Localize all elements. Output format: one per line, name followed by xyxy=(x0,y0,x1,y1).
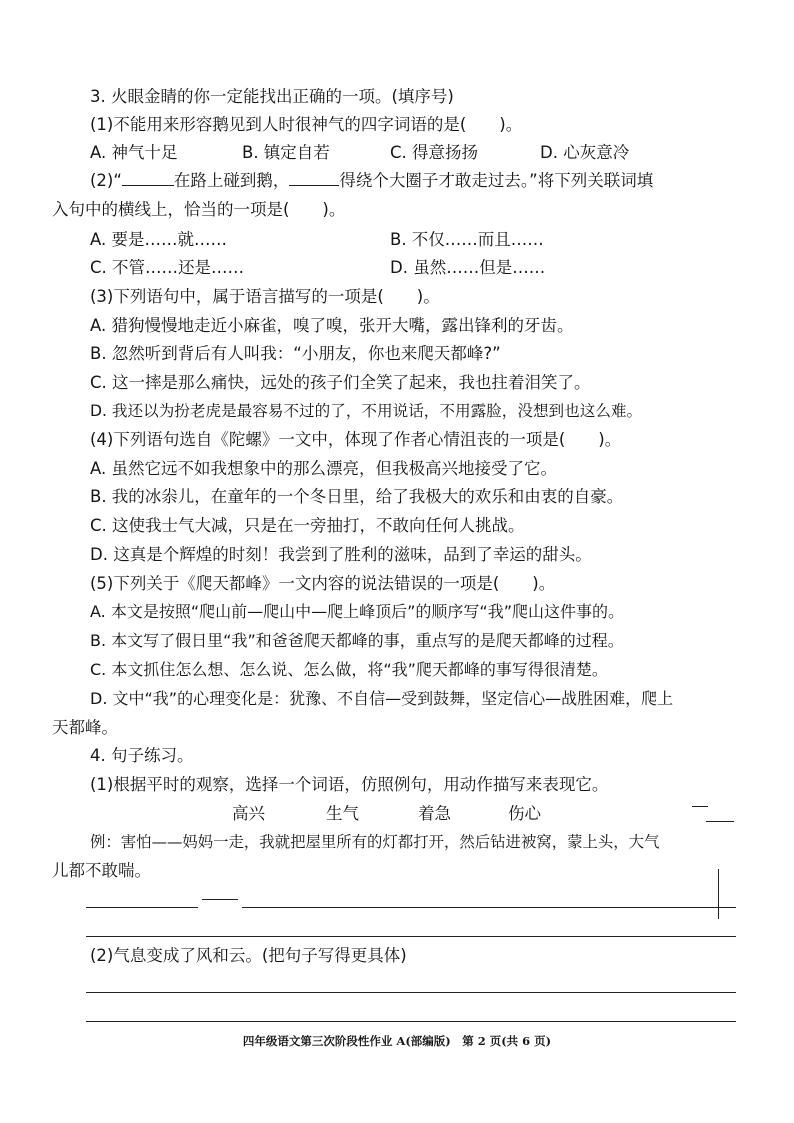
answer-line-1[interactable] xyxy=(242,907,736,908)
section-3-heading: 3. 火眼金睛的你一定能找出正确的一项。(填序号) xyxy=(90,87,454,106)
example-line-2: 儿都不敢喘。 xyxy=(52,861,151,880)
q2-option-a[interactable]: A. 要是……就…… xyxy=(90,230,227,249)
q2-option-b[interactable]: B. 不仅……而且…… xyxy=(390,230,544,249)
q4-stem: (4)下列语句选自《陀螺》一文中，体现了作者心情沮丧的一项是( )。 xyxy=(90,430,622,449)
q4-option-a[interactable]: A. 虽然它远不如我想象中的那么漂亮，但我极高兴地接受了它。 xyxy=(90,459,557,478)
q4-option-b[interactable]: B. 我的冰尜儿，在童年的一个冬日里，给了我极大的欢乐和由衷的自豪。 xyxy=(90,487,624,506)
q1-option-d[interactable]: D. 心灰意冷 xyxy=(540,143,630,162)
margin-mark xyxy=(718,869,721,919)
q5-option-c[interactable]: C. 本文抓住怎么想、怎么说、怎么做，将“我”爬天都峰的事写得很清楚。 xyxy=(90,660,608,679)
word-choice-2[interactable]: 生气 xyxy=(326,804,359,823)
q4-option-c[interactable]: C. 这使我士气大减，只是在一旁抽打，不敢向任何人挑战。 xyxy=(90,516,525,535)
q5-option-b[interactable]: B. 本文写了假日里“我”和爸爸爬天都峰的事，重点写的是爬天都峰的过程。 xyxy=(90,631,624,650)
q2-option-c[interactable]: C. 不管……还是…… xyxy=(90,258,245,277)
margin-mark xyxy=(692,806,708,807)
answer-line-3[interactable] xyxy=(86,992,736,993)
q5-stem: (5)下列关于《爬天都峰》一文内容的说法错误的一项是( )。 xyxy=(90,574,556,593)
example-line-1: 例：害怕——妈妈一走，我就把屋里所有的灯都打开，然后钻进被窝，蒙上头，大气 xyxy=(90,833,660,851)
word-choice-4[interactable]: 伤心 xyxy=(508,804,541,823)
page-footer: 四年级语文第三次阶段性作业 A(部编版) 第 2 页(共 6 页) xyxy=(242,1034,552,1048)
q3-option-b[interactable]: B. 忽然听到背后有人叫我：“小朋友，你也来爬天都峰?” xyxy=(90,344,501,363)
q2-blank-2[interactable] xyxy=(289,170,339,186)
q2-stem-start: (2)“ xyxy=(90,171,122,190)
q3-stem: (3)下列语句中，属于语言描写的一项是( )。 xyxy=(90,287,440,306)
q5-option-d-continued: 天都峰。 xyxy=(52,718,118,737)
q5-option-d[interactable]: D. 文中“我”的心理变化是：犹豫、不自信—受到鼓舞，坚定信心—战胜困难，爬上 xyxy=(90,689,674,708)
q1-option-b[interactable]: B. 镇定自若 xyxy=(242,143,330,162)
q2-stem-mid2: 得绕个大圈子才敢走过去。”将下列关联词填 xyxy=(339,171,654,190)
word-choice-1[interactable]: 高兴 xyxy=(232,804,265,823)
s4-q1-stem: (1)根据平时的观察，选择一个词语，仿照例句，用动作描写来表现它。 xyxy=(90,775,609,794)
q3-option-d[interactable]: D. 我还以为扮老虎是最容易不过的了，不用说话，不用露脸，没想到也这么难。 xyxy=(90,402,643,420)
answer-dash xyxy=(202,899,238,900)
section-4-heading: 4. 句子练习。 xyxy=(90,746,194,765)
q3-option-a[interactable]: A. 猎狗慢慢地走近小麻雀，嗅了嗅，张开大嘴，露出锋利的牙齿。 xyxy=(90,316,574,335)
margin-mark xyxy=(706,821,734,822)
s4-q2-stem: (2)气息变成了风和云。(把句子写得更具体) xyxy=(90,946,407,965)
q5-option-a[interactable]: A. 本文是按照“爬山前—爬山中—爬上峰顶后”的顺序写“我”爬山这件事的。 xyxy=(90,602,624,621)
q2-blank-1[interactable] xyxy=(122,170,174,186)
word-choice-3[interactable]: 着急 xyxy=(418,804,451,823)
answer-line-2[interactable] xyxy=(86,936,736,937)
q4-option-d[interactable]: D. 这真是个辉煌的时刻！我尝到了胜利的滋味，品到了幸运的甜头。 xyxy=(90,545,592,564)
q2-option-d[interactable]: D. 虽然……但是…… xyxy=(390,258,546,277)
q3-option-c[interactable]: C. 这一摔是那么痛快，远处的孩子们全笑了起来，我也拄着泪笑了。 xyxy=(90,373,591,392)
q1-option-a[interactable]: A. 神气十足 xyxy=(90,143,178,162)
q2-stem-mid1: 在路上碰到鹅， xyxy=(173,171,290,190)
q1-stem: (1)不能用来形容鹅见到人时很神气的四字词语的是( )。 xyxy=(90,115,523,134)
answer-line-word[interactable] xyxy=(86,907,198,908)
q2-stem-line2: 入句中的横线上，恰当的一项是( )。 xyxy=(52,200,346,219)
answer-line-4[interactable] xyxy=(86,1021,736,1022)
q2-stem xyxy=(90,170,653,192)
q1-option-c[interactable]: C. 得意扬扬 xyxy=(390,143,479,162)
